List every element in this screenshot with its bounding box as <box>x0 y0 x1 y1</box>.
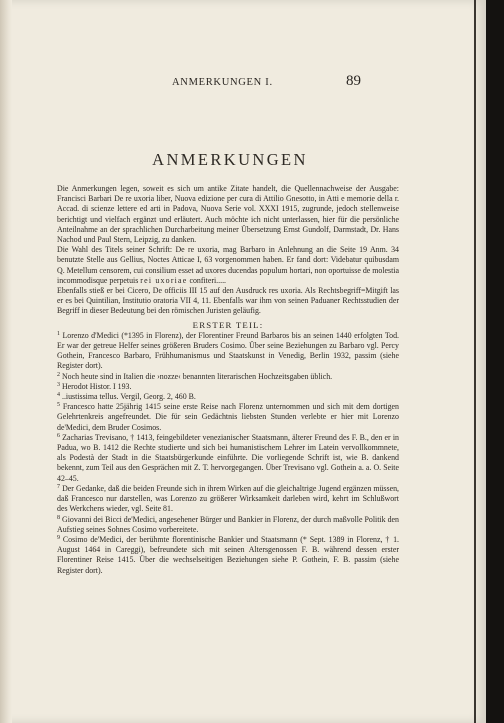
intro-text: confiteri..... <box>189 275 227 285</box>
notes-list <box>57 331 399 576</box>
running-head: ANMERKUNGEN I. <box>172 77 273 88</box>
emphasized-phrase: rei uxoriae <box>140 275 188 285</box>
footnote-text: Giovanni dei Bicci de'Medici, angesehener Bürger und Bankier in Florenz, der durch maßvolle Politik den Aufstieg seines Sohnes Cosimo vorbereitete. <box>57 514 399 534</box>
footnote-text: Cosimo de'Medici, der berühmte florentinische Bankier und Staatsmann (* Sept. 1389 in Florenz, † 1. August 1464 in Careggi), befreundete sich mit seinen Altersgenossen F. B. während dessen erster Florentiner Reise 1415. Über die wechselseitigen Beziehungen siehe P. Gothein, F. B. passim (siehe Register dort). <box>57 534 399 575</box>
page-binding-shadow <box>0 0 12 723</box>
page-body <box>57 184 399 576</box>
footnote-number: 5 <box>57 402 60 409</box>
footnote <box>57 331 399 372</box>
footnote-number: 4 <box>57 392 60 399</box>
intro-paragraph: Die Anmerkungen legen, soweit es sich um antike Zitate handelt, die Quellennachweise der Ausgabe: Francisci Barbari De re uxoria liber, Nuova edizione per cura di Attilio Gnesotto, in Atti e memorie della r. Accad. di scienze lettere ed arti in Padova, Nuova Serie vol. XXXI 1915, zugrunde, jedoch stellenweise berichtigt und vielfach ergänzt und erläutert. Auch möchte ich nicht unterlassen, hier für die persönliche Anteilnahme an der sprachlichen Durcharbeitung meiner Übersetzung Ernst Gundolf, Darmstadt, Dr. Hans Nachod und Paul Stern, Leipzig, zu danken. <box>57 184 399 245</box>
footnote <box>57 402 399 433</box>
footnote <box>57 392 399 402</box>
footnote-text: Zacharias Trevisano, † 1413, feingebildeter venezianischer Staatsmann, älterer Freund des F. B., den er in Padua, wo B. 1412 die Rechte studierte und sich bei humanistischem Lehrer im Latein vervollkommnete, als Podestà der Stadt in die Staatsbürgerkunde einführte. Die vorliegende Schrift ist, wie B. dankend bekennt, zum Teil aus den Gesprächen mit Z. T. hervorgegangen. Über Trevisano vgl. Gothein a. a. O. Seite 42–45. <box>57 432 399 483</box>
intro-text: Die Wahl des Titels seiner Schrift: De re uxoria, mag Barbaro in Anlehnung an die Seite 19 Anm. 34 benutzte Stelle aus Gellius, Noctes Atticae I, 63 vorgenommen haben. Er fand dort: Videbatur quibusdam Q. Metellum censorem, cui consilium esset ad uxores ducendas populum hortari, non oportuisse de molestia incommodisque perpetuis <box>57 245 399 285</box>
footnote-number: 1 <box>57 330 60 337</box>
footnote-text: Francesco hatte 25jährig 1415 seine erste Reise nach Florenz unternommen und sich mit dem dortigen Gelehrtenkreis angefreundet. Die für sein Gedächtnis liebsten Stunden verlebte er hier mit Lorenzo de'Medici, dem Bruder Cosimos. <box>57 402 399 432</box>
footnote <box>57 484 399 515</box>
footnote-number: 8 <box>57 514 60 521</box>
footnote-number: 3 <box>57 381 60 388</box>
section-heading: ERSTER TEIL: <box>192 319 264 330</box>
footnote-number: 9 <box>57 534 60 541</box>
intro-paragraph <box>57 245 399 286</box>
scan-background-edge <box>486 0 504 723</box>
intro-paragraph: Ebenfalls stieß er bei Cicero, De officiis III 15 auf den Ausdruck res uxoria. Als Rechtsbegriff=Mitgift las er es bei Quintilian, Institutio oratoria VII 4, 11. Ebenfalls war ihm von seinen Paduaner Rechtsstudien der Begriff in dieser Bedeutung bei den römischen Juristen geläufig. <box>57 286 399 316</box>
footnote <box>57 535 399 576</box>
footnote-text: Der Gedanke, daß die beiden Freunde sich in ihrem Wirken auf die gleichaltrige Jugend ergänzen müssen, daß Francesco nur darstellen, was Lorenzo zu größerer Wirksamkeit darleben wird, kehrt im Schlußwort des Werkchens wieder, vgl. Seite 81. <box>57 483 399 514</box>
footnote <box>57 382 399 392</box>
footnote-number: 6 <box>57 432 60 439</box>
footnote-text: Noch heute sind in Italien die ›nozze‹ benannten literarischen Hochzeitsgaben üblich. <box>60 371 333 381</box>
footnote <box>57 372 399 382</box>
chapter-title: ANMERKUNGEN <box>152 150 308 169</box>
page-number: 89 <box>346 73 361 89</box>
footnote <box>57 515 399 535</box>
footnote-text: Herodot Histor. I 193. <box>60 381 132 391</box>
page-edge-highlight <box>474 0 476 723</box>
footnote-number: 7 <box>57 483 60 490</box>
footnote-text: Lorenzo d'Medici (*1395 in Florenz), der Florentiner Freund Barbaros bis an seinen 1440 erfolgten Tod. Er war der getreue Helfer seines größeren Bruders Cosimo. Über seine Beziehungen zu Barbaro vgl. Percy Gothein, Francesco Barbaro, Frühhumanismus und Staatskunst in Venedig, Berlin 1932, passim (siehe Register dort). <box>57 330 399 371</box>
footnote-text: ..iustissima tellus. Vergil, Georg. 2, 460 B. <box>60 392 196 402</box>
footnote-number: 2 <box>57 371 60 378</box>
footnote <box>57 433 399 484</box>
